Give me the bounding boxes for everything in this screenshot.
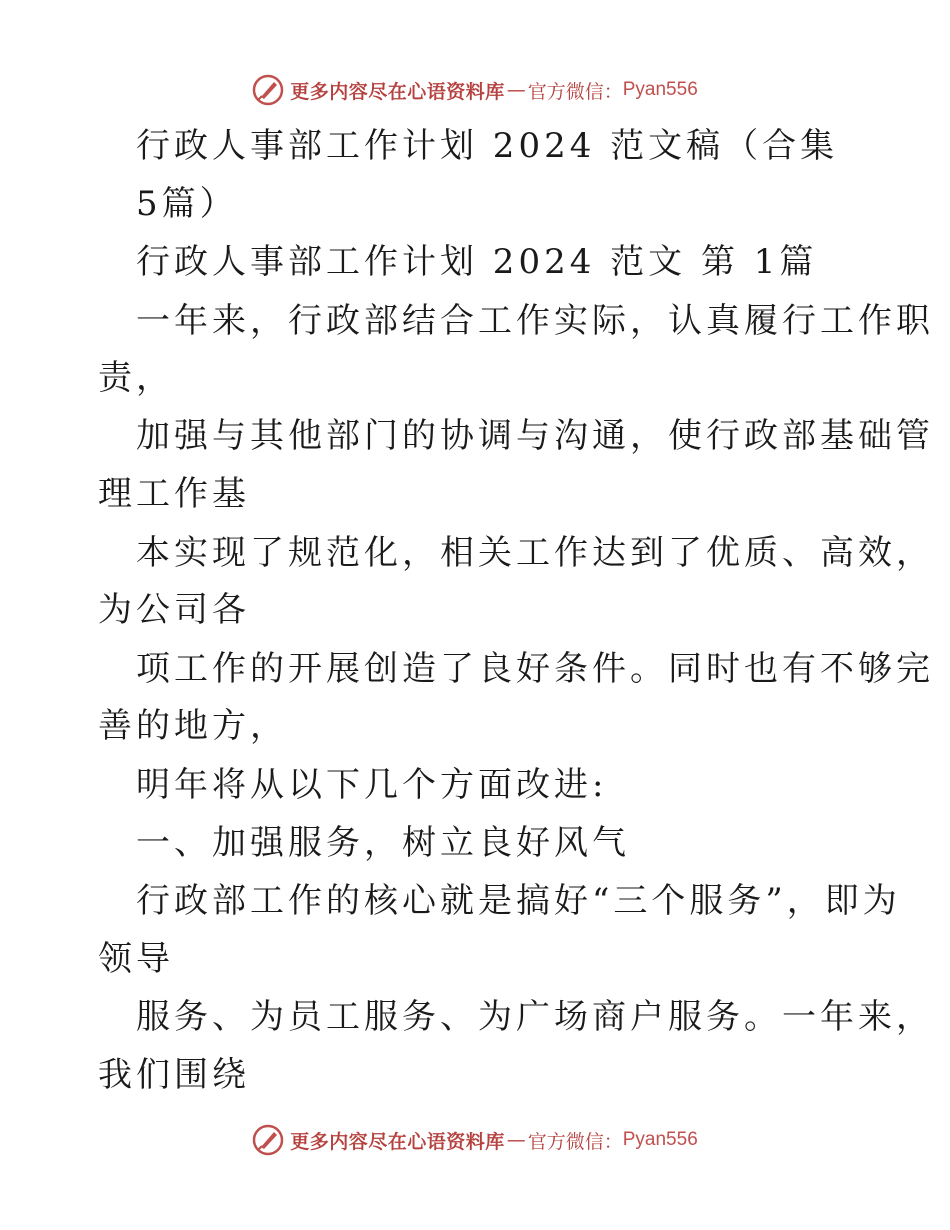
section-heading: 行政人事部工作计划 2024 范文 第 1篇: [136, 242, 818, 282]
watermark-wechat-id: Pyan556: [622, 1129, 698, 1150]
watermark-dash: —: [506, 79, 526, 101]
paragraph-line: 行政部工作的核心就是搞好“三个服务”，即为: [136, 881, 901, 921]
paragraph-line: 为公司各: [98, 590, 250, 630]
document-title-line-2: 5篇）: [136, 184, 238, 224]
paragraph-line: 领导: [98, 939, 174, 979]
paragraph-line: 服务、为员工服务、为广场商户服务。一年来，: [136, 997, 934, 1037]
watermark-footer: [0, 1120, 950, 1160]
watermark-text: 更多内容尽在心语资料库: [290, 1130, 505, 1153]
paragraph-line: 项工作的开展创造了良好条件。同时也有不够完: [136, 649, 934, 689]
paragraph-line: 我们围绕: [98, 1055, 250, 1095]
feather-pen-logo-icon: [252, 1124, 284, 1156]
paragraph-line: 本实现了规范化，相关工作达到了优质、高效，: [136, 533, 934, 573]
watermark-header: [0, 70, 950, 110]
watermark-label: 官方微信：: [527, 80, 623, 103]
feather-pen-logo-icon: [252, 74, 284, 106]
paragraph-line: 善的地方，: [98, 706, 288, 746]
paragraph-line: 理工作基: [98, 474, 250, 514]
watermark-dash: —: [506, 1129, 526, 1151]
watermark-label: 官方微信：: [527, 1130, 623, 1153]
paragraph-line: 明年将从以下几个方面改进:: [136, 765, 608, 805]
watermark-text: 更多内容尽在心语资料库: [290, 80, 505, 103]
paragraph-line: 一年来，行政部结合工作实际，认真履行工作职: [136, 301, 934, 341]
paragraph-line: 加强与其他部门的协调与沟通，使行政部基础管: [136, 416, 934, 456]
paragraph-line: 责，: [98, 358, 174, 398]
document-title-line-1: 行政人事部工作计划 2024 范文稿（合集: [136, 126, 839, 166]
watermark-wechat-id: Pyan556: [622, 79, 698, 100]
subsection-heading: 一、加强服务，树立良好风气: [136, 823, 630, 863]
